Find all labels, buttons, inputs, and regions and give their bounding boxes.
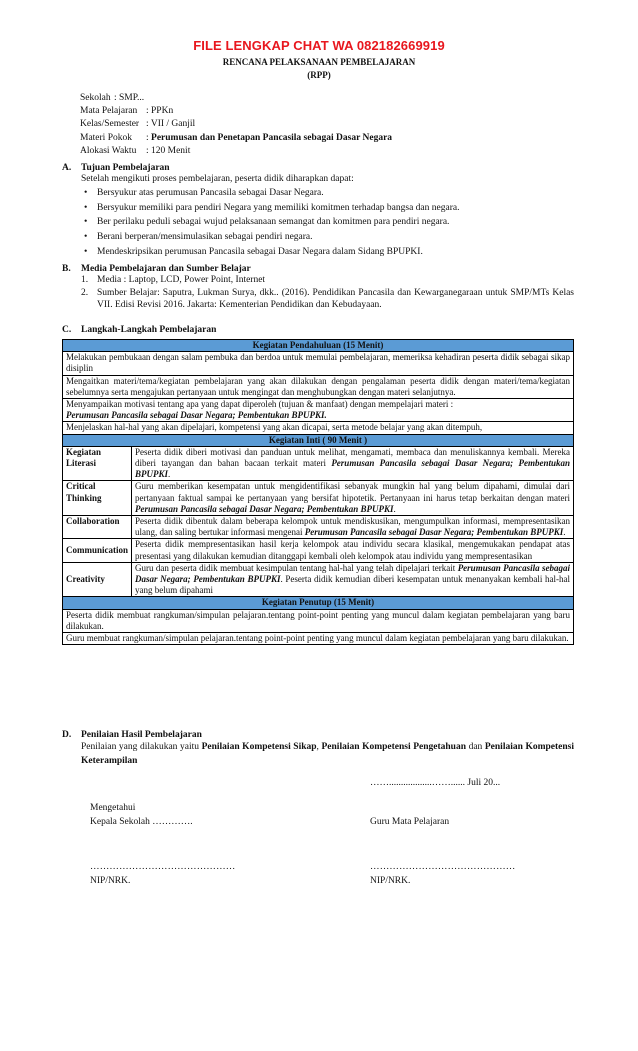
signature-line-left: ……………………………………… <box>90 862 236 872</box>
row-label: Creativity <box>63 562 132 597</box>
row-text: . <box>393 503 396 514</box>
signature-date: ……..................……...... Juli 20... <box>370 778 501 788</box>
list-number: 2. <box>81 287 89 298</box>
document-title: RENCANA PELAKSANAAN PEMBELAJARAN <box>222 57 416 67</box>
row-content <box>132 481 574 516</box>
section-body <box>81 740 574 768</box>
list-item-text: Mendeskripsikan perumusan Pancasila sebagai Dasar Negara dalam Sidang BPUPKI. <box>97 246 423 257</box>
signature-line-right: ……………………………………… <box>370 862 516 872</box>
row-text: Menyampaikan motivasi tentang apa yang dapat diperoleh (tujuan & manfaat) dengan mempelajari materi : <box>66 399 454 410</box>
table-row: Mengaitkan materi/tema/kegiatan pembelajaran yang akan dilakukan dengan pengalaman peserta didik dengan materi/tema/kegiatan sebelumnya serta mengajukan pertanyaan untuk mengingat dan menghubungkan dengan materi selanjutnya. <box>63 375 574 398</box>
info-label: Sekolah <box>80 93 111 103</box>
table-row <box>63 516 574 539</box>
info-row-alokasi <box>80 145 392 158</box>
row-text: . <box>168 469 171 480</box>
signature-kepala-sekolah: Kepala Sekolah …………. <box>90 817 193 827</box>
list-item <box>81 287 574 312</box>
pendahuluan-header: Kegiatan Pendahuluan (15 Menit) <box>63 340 574 352</box>
info-value: : 120 Menit <box>146 145 191 156</box>
info-row-sekolah <box>80 92 392 105</box>
row-text: Guru memberikan kesempatan untuk mengidentifikasi sebanyak mungkin hal yang belum dipahami, dimulai dari pertanyaan faktual sampai ke pertanyaan yang bersifat hipotetik. Pertanyaan ini harus tetap berkaitan dengan materi <box>135 481 570 503</box>
separator: dan <box>468 742 483 752</box>
section-title: Penilaian Hasil Pembelajaran <box>81 730 202 740</box>
row-italic-text: Perumusan Pancasila sebagai Dasar Negara; Pembentukan BPUPKI <box>135 458 571 480</box>
row-italic-text: Perumusan Pancasila sebagai Dasar Negara; Pembentukan BPUPKI <box>135 503 394 514</box>
bullet-icon: • <box>84 188 88 199</box>
list-number: 1. <box>81 275 89 285</box>
document-subtitle: (RPP) <box>307 70 331 80</box>
section-heading <box>62 730 574 740</box>
section-heading <box>62 325 216 335</box>
bullet-icon: • <box>84 202 88 213</box>
row-content <box>132 562 574 597</box>
row-text: . <box>563 527 566 538</box>
nip-left: NIP/NRK. <box>90 876 131 886</box>
section-langkah <box>62 325 216 335</box>
row-text: Peserta didik diberi motivasi dan panduan untuk melihat, mengamati, membaca dan menuliskannya kembali. Mereka diberi tayangan dan bahan bacaan terkait materi <box>135 446 570 469</box>
row-label: Communication <box>63 539 132 562</box>
list-item-text: Ber perilaku peduli sebagai wujud pelaksanaan semangat dan komitmen para pendiri negara. <box>97 217 450 228</box>
separator: , <box>316 742 319 752</box>
row-label <box>63 481 132 516</box>
table-row <box>63 446 574 481</box>
list-item-text: Media : Laptop, LCD, Power Point, Internet <box>97 275 266 285</box>
section-penilaian <box>62 730 574 768</box>
row-content <box>132 516 574 539</box>
penilaian-sikap: Penilaian Kompetensi Sikap <box>201 742 317 752</box>
section-body <box>81 274 574 312</box>
section-heading <box>62 264 574 274</box>
table-row: Guru membuat rangkuman/simpulan pelajaran.tentang point-point penting yang muncul dalam kegiatan pembelajaran yang baru dilakukan. <box>63 633 574 645</box>
table-row: Melakukan pembukaan dengan salam pembuka dan berdoa untuk memulai pembelajaran, memeriksa kehadiran peserta didik sebagai sikap disiplin <box>63 352 574 375</box>
row-italic-text: Perumusan Pancasila sebagai Dasar Negara; Pembentukan BPUPKI <box>135 562 570 585</box>
section-title: Langkah-Langkah Pembelajaran <box>81 325 217 335</box>
row-label-line: Critical <box>66 481 96 492</box>
section-letter: C. <box>62 325 72 335</box>
list-item-text: Bersyukur memiliki para pendiri Negara yang memiliki komitmen terhadap bangsa dan negara. <box>97 202 460 213</box>
watermark-banner: FILE LENGKAP CHAT WA 082182669919 <box>193 38 445 53</box>
row-text: Peserta didik dibentuk dalam beberapa kelompok untuk mendiskusikan, mengumpulkan informasi, mempresentasikan ulang, dan saling bertukar informasi mengenai <box>135 516 570 538</box>
langkah-table <box>62 339 574 645</box>
info-colon: : <box>146 132 152 143</box>
row-label-line: Kegiatan <box>66 446 101 457</box>
section-body <box>81 173 574 259</box>
section-letter: D. <box>62 730 72 740</box>
penilaian-text: Penilaian yang dilakukan yaitu <box>81 742 200 752</box>
list-item <box>81 245 574 260</box>
section-title: Tujuan Pembelajaran <box>81 163 170 173</box>
row-label-line: Literasi <box>66 458 96 469</box>
list-item <box>81 186 574 201</box>
row-italic-text: Perumusan Pancasila sebagai Dasar Negara; Pembentukan BPUPKI. <box>66 410 327 421</box>
table-row: Peserta didik membuat rangkuman/simpulan pelajaran.tentang point-point penting yang muncul dalam kegiatan pembelajaran yang baru dilakukan. <box>63 609 574 632</box>
info-row-kelas <box>80 118 392 131</box>
list-item <box>81 215 574 230</box>
tujuan-list <box>81 186 574 259</box>
list-item-text: Bersyukur atas perumusan Pancasila sebagai Dasar Negara. <box>97 188 324 199</box>
info-label: Kelas/Semester <box>80 119 140 130</box>
row-text: Peserta didik mempresentasikan hasil kerja kelompok atau individu secara klasikal, mengemukakan pendapat atas presentasi yang dilakukan kemudian ditanggapi kembali oleh kelompok atau individu yang mempresentasikan <box>135 539 570 561</box>
table-row: Menjelaskan hal-hal yang akan dipelajari, kompetensi yang akan dicapai, serta metode belajar yang akan ditempuh, <box>63 422 574 434</box>
penutup-header: Kegiatan Penutup (15 Menit) <box>63 597 574 609</box>
info-value: : VII / Ganjil <box>146 119 196 130</box>
info-row-materi <box>80 132 392 145</box>
media-list <box>81 274 574 312</box>
info-value: : SMP... <box>114 93 145 103</box>
section-intro: Setelah mengikuti proses pembelajaran, peserta didik diharapkan dapat: <box>81 174 354 184</box>
bullet-icon: • <box>84 246 88 257</box>
list-item-text: Sumber Belajar: Saputra, Lukman Surya, dkk.. (2016). Pendidikan Pancasila dan Kewarganegaraan untuk SMP/MTs Kelas VII. Edisi Revisi 2016. Jakarta: Kementerian Pendidikan dan Kebudayaan. <box>97 287 574 310</box>
info-label: Materi Pokok <box>80 132 132 143</box>
table-row <box>63 481 574 516</box>
list-item <box>81 230 574 245</box>
table-row <box>63 399 574 422</box>
row-content <box>132 446 574 481</box>
row-text: Guru dan peserta didik membuat kesimpulan tentang hal-hal yang telah dipelajari terkait <box>135 562 456 573</box>
bullet-icon: • <box>84 232 88 243</box>
info-label: Mata Pelajaran <box>80 106 138 117</box>
inti-header: Kegiatan Inti ( 90 Menit ) <box>63 434 574 446</box>
signature-mengetahui: Mengetahui <box>90 803 136 813</box>
list-item <box>81 274 574 287</box>
section-media <box>62 264 574 312</box>
nip-right: NIP/NRK. <box>370 876 411 886</box>
info-value <box>146 132 392 145</box>
row-italic-text: Perumusan Pancasila sebagai Dasar Negara; Pembentukan BPUPKI <box>304 527 564 538</box>
info-row-mapel <box>80 105 392 118</box>
penilaian-pengetahuan: Penilaian Kompetensi Pengetahuan <box>321 742 466 752</box>
section-title: Media Pembelajaran dan Sumber Belajar <box>81 264 251 274</box>
list-item <box>81 201 574 216</box>
row-label: Collaboration <box>63 516 132 539</box>
list-item-text: Berani berperan/mensimulasikan sebagai pendiri negara. <box>97 232 313 243</box>
penilaian-keterampilan: Penilaian Kompetensi Keterampilan <box>81 742 575 766</box>
section-tujuan <box>62 163 574 259</box>
section-heading <box>62 163 574 173</box>
table-row <box>63 562 574 597</box>
section-letter: B. <box>62 264 71 274</box>
row-label <box>63 446 132 481</box>
info-value: : PPKn <box>146 106 174 117</box>
info-label: Alokasi Waktu <box>80 145 137 156</box>
section-letter: A. <box>62 163 72 173</box>
bullet-icon: • <box>84 217 88 228</box>
table-row <box>63 539 574 562</box>
signature-guru: Guru Mata Pelajaran <box>370 817 450 827</box>
materi-pokok-value: Perumusan dan Penetapan Pancasila sebagai Dasar Negara <box>151 132 393 143</box>
row-label-line: Thinking <box>66 492 102 503</box>
identity-block <box>80 92 392 158</box>
row-text: . Peserta didik kemudian diberi kesempatan untuk menanyakan kembali hal-hal yang belum dipahami <box>135 574 570 596</box>
row-content <box>132 539 574 562</box>
